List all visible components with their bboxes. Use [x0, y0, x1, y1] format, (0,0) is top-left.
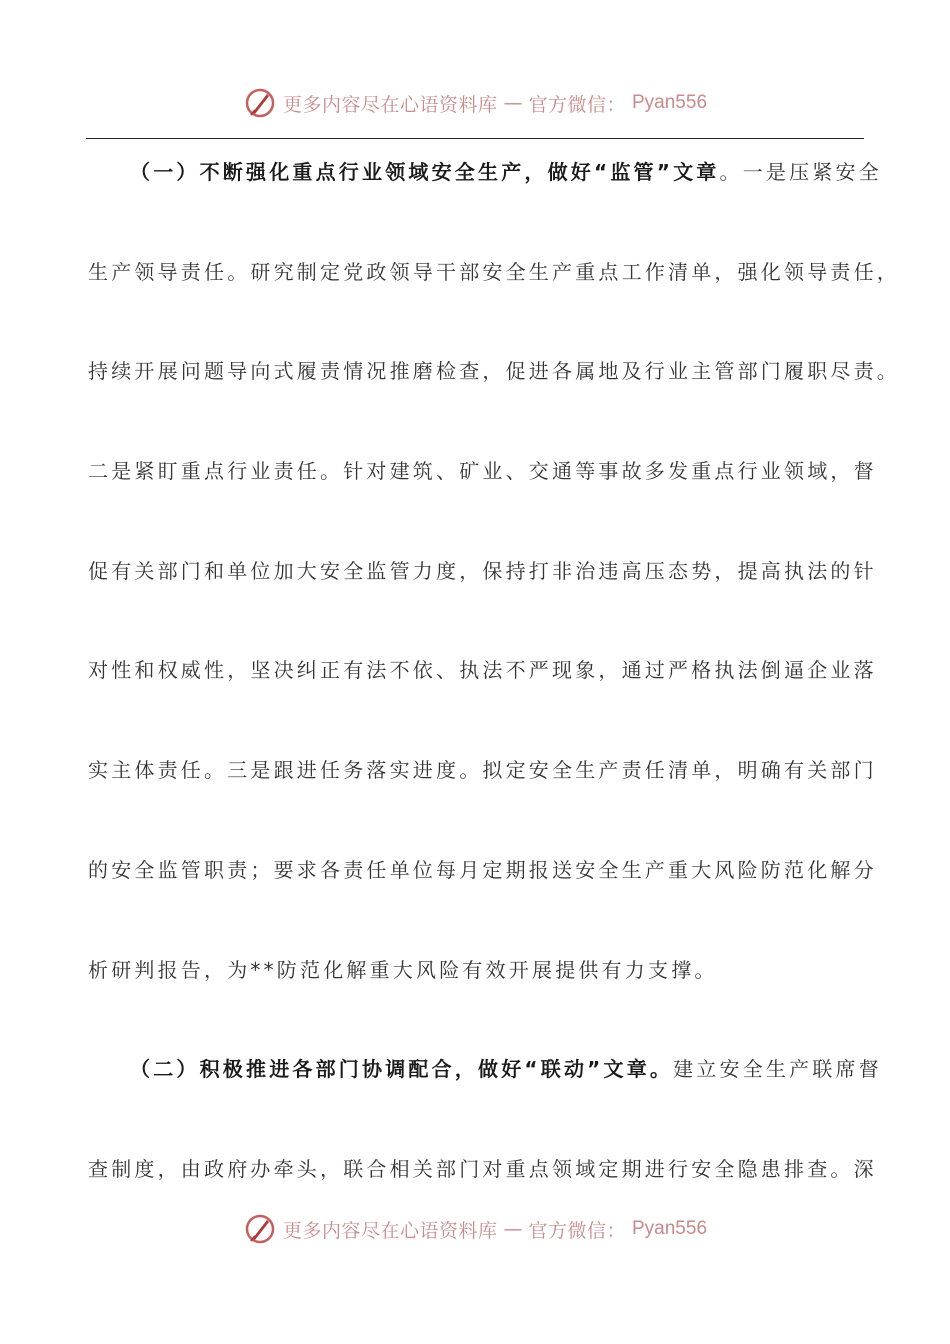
paragraph-1-line-3: 持续开展问题导向式履责情况推磨检查，促进各属地及行业主管部门履职尽责。 [88, 359, 900, 384]
watermark-separator: — [503, 1218, 523, 1240]
paragraph-1-line-6: 对性和权威性，坚决纠正有法不依、执法不严现象，通过严格执法倒逼企业落 [88, 658, 877, 683]
watermark-handle: Pyan556 [632, 92, 708, 113]
document-body [88, 148, 900, 1245]
watermark-label: 官方微信： [528, 1219, 626, 1242]
paragraph-1-line-7: 实主体责任。三是跟进任务落实进度。拟定安全生产责任清单，明确有关部门 [88, 758, 877, 783]
paragraph-1-line-5: 促有关部门和单位加大安全监管力度，保持打非治违高压态势，提高执法的针 [88, 558, 877, 583]
paragraph-1-line-9: 析研判报告，为**防范化解重大风险有效开展提供有力支撑。 [88, 957, 718, 982]
header-watermark [0, 86, 950, 120]
paragraph-1-text: 。一是压紧安全 [719, 160, 882, 184]
paragraph-2-heading: （二）积极推进各部门协调配合，做好“联动”文章。 [130, 1057, 674, 1082]
paragraph-1-line-4: 二是紧盯重点行业责任。针对建筑、矿业、交通等事故多发重点行业领域，督 [88, 459, 877, 484]
paragraph-2-text: 建立安全生产联席督 [673, 1057, 882, 1082]
paragraph-1-heading: （一）不断强化重点行业领域安全生产，做好“监管”文章 [130, 160, 720, 184]
watermark-separator: — [503, 92, 523, 114]
paragraph-2-line-2: 查制度，由政府办牵头，联合相关部门对重点领域定期进行安全隐患排查。深 [88, 1156, 877, 1181]
paragraph-2-line-1 [88, 1045, 882, 1145]
paragraph-1-line-8: 的安全监管职责；要求各责任单位每月定期报送安全生产重大风险防范化解分 [88, 857, 877, 882]
watermark-label: 官方微信： [528, 93, 626, 116]
quill-logo-icon [243, 1212, 277, 1246]
watermark-handle: Pyan556 [632, 1218, 708, 1239]
header-divider [86, 138, 864, 139]
footer-watermark [0, 1212, 950, 1246]
paragraph-1-line-1 [88, 148, 882, 248]
quill-logo-icon [243, 86, 277, 120]
watermark-prefix: 更多内容尽在心语资料库 [282, 1219, 498, 1242]
watermark-prefix: 更多内容尽在心语资料库 [282, 93, 498, 116]
paragraph-1-line-2: 生产领导责任。研究制定党政领导干部安全生产重点工作清单，强化领导责任， [88, 259, 900, 284]
